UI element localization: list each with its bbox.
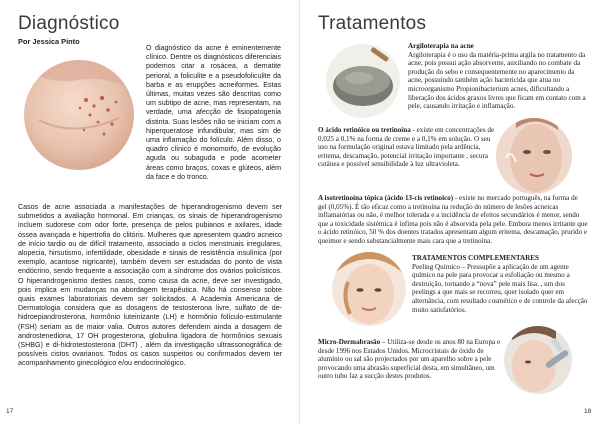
microdermabrasion-icon [504,326,572,394]
page-number-left: 17 [6,408,14,415]
micro-block [318,338,504,381]
micro-heading: Micro-Dermabrasão [318,338,381,346]
face-cream-icon [496,118,572,194]
clay-bowl-photo [326,44,400,118]
isotretinoina-heading: A isotretinoína tópica (ácido 13-cis retinoico) [318,194,454,202]
right-page [300,0,600,424]
clay-bowl-icon [326,44,400,118]
retinoico-heading: O ácido retinóico ou tretinoína [318,126,411,134]
diagnostico-intro: O diagnóstico da acne é eminentemente clínico. Dentre os diagnósticos diferenciais podemos citar a rosácea, a dematite perioral, a foliculite e a pseudofoliculite da barba e as erupções acneiformes. Estas últimas, muitas vezes são descritas como um subtipo de acne, mas representam, na verdade, uma afecção de fisiopatogenia distinta. Suas lesões não se iniciam com a hiperqueratose infundibular, mas sim de uma inflamação do folículo. Além disso, o quadro clínico é monomorfo, de evolução aguda ou subaguda e pode acometer áreas como braços, coxas e glúteos, além da face e do tronco. [146,44,281,181]
isotretinoina-text: - existe no mercado português, na forma de gel (0,05%). É tão eficaz como a tretinoína na redução do número de lesões acneicas inflamatórias ou não, é melhor tolerada e a incidência de efeitos secundários é menor, sendo que a toxicidade sistémica é ínfima pois não é absorvida pela pele. Embora menos irritante que o ácido retinóico, 50 % dos doentes tratados apresentam algum eritema, descamação, prurido e queimor e sendo substancialmente mais cara que a tretinoína. [318,194,588,245]
woman-face-icon [332,252,406,326]
isotretinoina-block [318,194,588,246]
neck-acne-icon [24,60,134,170]
argila-block [408,42,588,111]
peeling-text: Peeling Químico – Pressupõe a aplicação de um agente químico na pele para provocar a esfoliação ou mesmo a destruição, tornando a “nova” pele mais lisa. , um dos peelings a que mais se recorreu, quer isolado quer em alternância, com resultado cosmético e de controle da afecção muito satisfatórios. [412,262,588,314]
woman-face-photo [332,252,406,326]
diagnostico-body: Casos de acne associada a manifestações de hiperandrogenismo devem ser submetidos a avaliação hormonal. Em crianças, os sinais de hiperandrogenismo incluem sudorese com odor forte, presença de pelos pubianos e axilares, idade óssea avançada e hipertrofia do clitóris. Mulheres que apresentem quadro acneico de início tardio ou de difícil tratamento, associado a ciclos menstruais irregulares, alopecia, hirsutismo, infertilidade, obesidade e sinais de resistência insulínica (por exemplo, acantose nigricante), também devem ser estudadas do ponto de vista endócrino, sendo frequente a associação com a síndrome dos ovários policísticos. O hiperandrogenismo destes casos, como causa da acne, deve ser investigado, pois implica em mudanças na abordagem terapêutica. Não há consenso sobre quais exames laboratoriais devem ser solicitados. A Academia Americana de Dermatologia considera que as dosagens de testosterona livre, sulfato de de-hidroepiandrosterona, hormônio luteinizante (LH) e hormônio folículo-estimulante (FSH) seriam as de maior valia. Outros autores defendem ainda a dosagem de androstenediona, 17 OH progesterona, globulina ligadora de hormônios sexuais (SHBG) e di-hidrotestosterona (DHT) , além da investigação ultrassonográfica de possíveis cistos ovarianos. Todos os casos suspeitos ou confirmados devem ter acompanhamento ginecológico e/ou endocrinológico. [18,203,282,368]
page-title-tratamentos: Tratamentos [318,13,427,34]
page-title-diagnostico: Diagnóstico [18,13,120,34]
microdermabrasion-photo [504,326,572,394]
page-number-right: 18 [584,408,592,415]
complementares-block [412,254,588,314]
argila-heading: Argiloterapia na acne [408,42,474,50]
author-byline: Por Jessica Pinto [18,37,80,46]
complementares-heading: TRATAMENTOS COMPLEMENTARES [412,254,539,262]
micro-text: – Utiliza-se desde os anos 80 na Europa e desde 1996 nos Estados Unidos. Microcristais de óxido de alumínio ou sal são projectados por um aparelho sobre a pele provocando uma abrasão superficial desta, em simultâneo, um outro tubo faz a sucção destes produtos. [318,338,501,381]
retinoico-block [318,126,496,169]
retinoico-text: - existe em concentrações de 0,025 a 0,1% na forma de creme e a 0,1% em solução. O seu uso na formulação original estava limitado pela ardência, eritema, descamação, potencial irritação importante , secura cutânea e possível sensibilidade à luz ultravioleta. [318,126,495,169]
neck-acne-photo [24,60,134,170]
argila-text: Argiloterapia é o uso da matéria-prima argila no tratamento da acne, pois possui ação absorvente, auxiliando no combate da produção do sebo e consequentemente no aparecimento da acne, possuindo também ação bactericida que atua no microorganismo Propionibacterium acnes, dificultando a liberação dos ácidos graxos livres que ficam em contato com a pele, causando irritação e inflamação. [408,50,586,111]
face-cream-photo [496,118,572,194]
